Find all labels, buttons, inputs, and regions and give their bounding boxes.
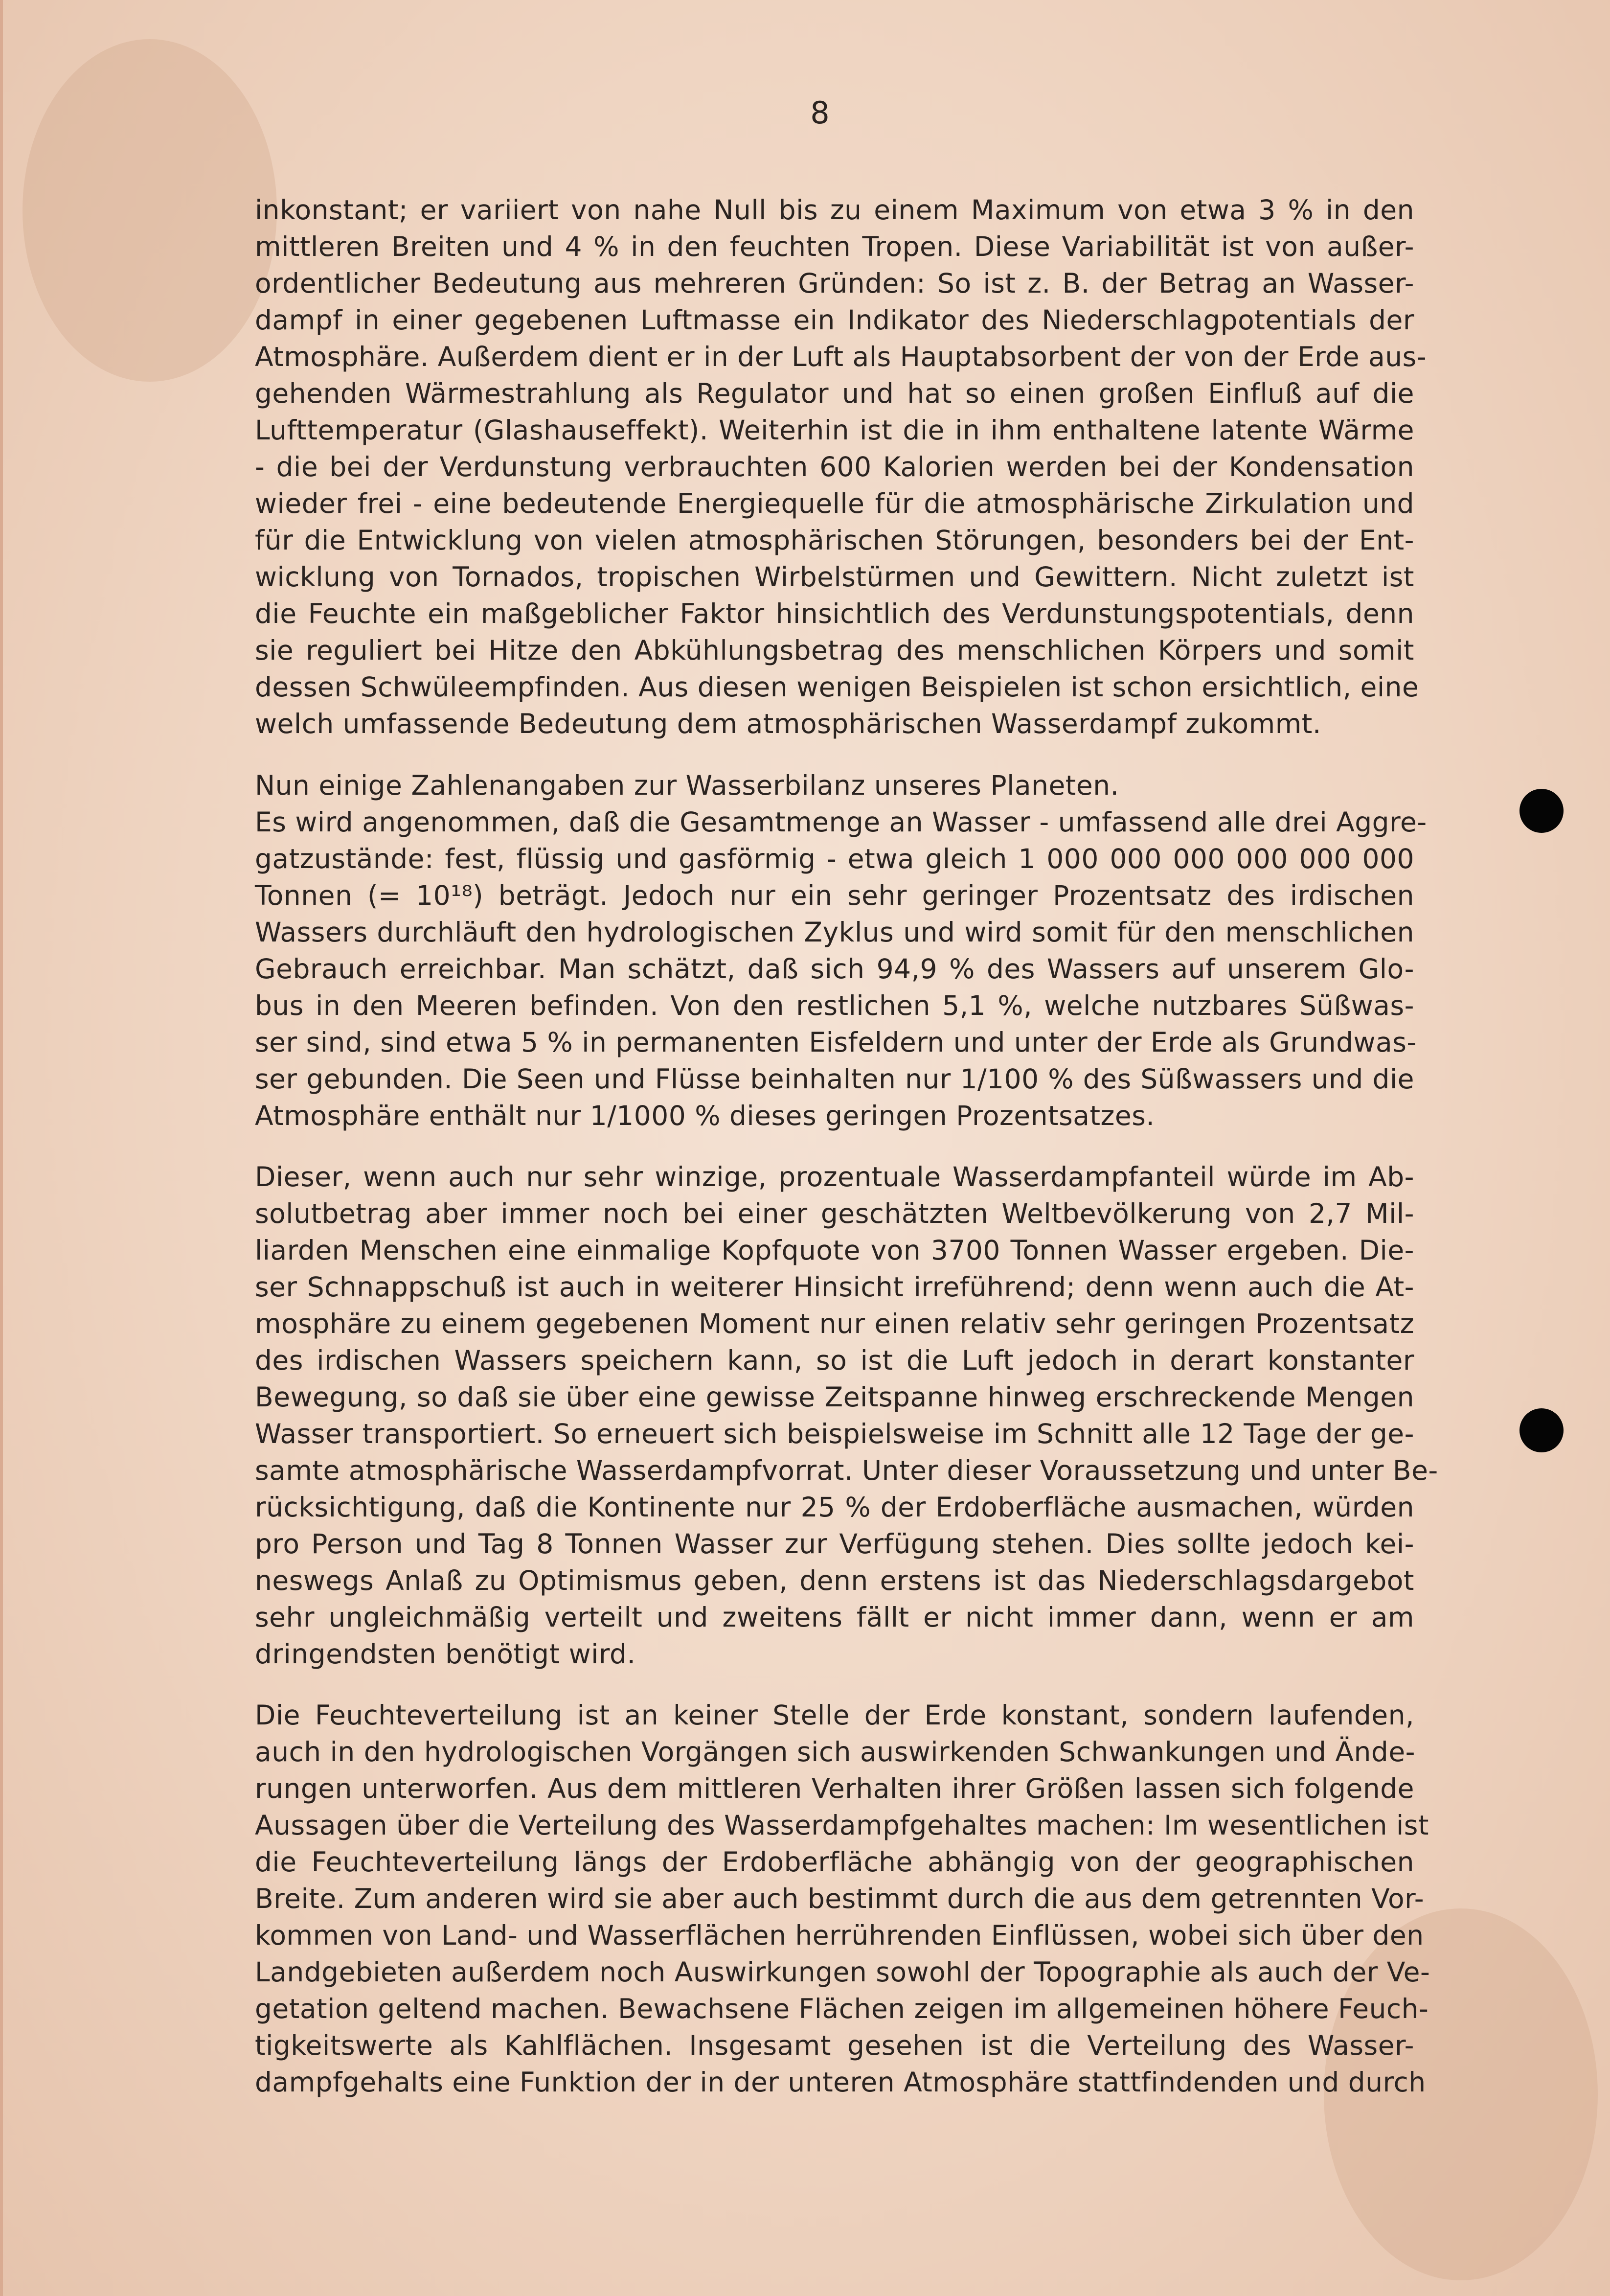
text-line: kommen von Land- und Wasserflächen herrührenden Einflüssen, wobei sich über den [255,1920,1424,1951]
text-line: ser gebunden. Die Seen und Flüsse beinhalten nur 1/100 % des Süßwassers und die [255,1063,1414,1095]
text-line: solutbetrag aber immer noch bei einer geschätzten Weltbevölkerung von 2,7 Mil- [255,1198,1414,1229]
text-line: Die Feuchteverteilung ist an keiner Stelle der Erde konstant, sondern laufenden, [255,1699,1414,1731]
text-line: Atmosphäre. Außerdem dient er in der Luft als Hauptabsorbent der von der Erde aus- [255,341,1427,372]
text-line: ser sind, sind etwa 5 % in permanenten Eisfeldern und unter der Erde als Grundwas- [255,1027,1417,1058]
text-line: Dieser, wenn auch nur sehr winzige, prozentuale Wasserdampfanteil würde im Ab- [255,1161,1414,1193]
text-line: wicklung von Tornados, tropischen Wirbelstürmen und Gewittern. Nicht zuletzt ist [255,561,1414,593]
text-line: ordentlicher Bedeutung aus mehreren Gründen: So ist z. B. der Betrag an Wasser- [255,268,1414,299]
text-line: für die Entwicklung von vielen atmosphärischen Störungen, besonders bei der Ent- [255,525,1414,556]
text-line: inkonstant; er variiert von nahe Null bis zu einem Maximum von etwa 3 % in den [255,194,1414,226]
text-line: neswegs Anlaß zu Optimismus geben, denn erstens ist das Niederschlagsdargebot [255,1565,1414,1596]
page-number: 8 [810,95,830,131]
paper-stain [23,39,277,382]
text-line: sehr ungleichmäßig verteilt und zweitens fällt er nicht immer dann, wenn er am [255,1602,1414,1633]
text-line: Landgebieten außerdem noch Auswirkungen sowohl der Topographie als auch der Ve- [255,1956,1430,1988]
text-line: rungen unterworfen. Aus dem mittleren Verhalten ihrer Größen lassen sich folgende [255,1773,1414,1804]
text-line: Bewegung, so daß sie über eine gewisse Zeitspanne hinweg erschreckende Mengen [255,1381,1414,1413]
text-line: mosphäre zu einem gegebenen Moment nur einen relativ sehr geringen Prozentsatz [255,1308,1414,1339]
text-line: Tonnen (= 10¹⁸) beträgt. Jedoch nur ein sehr geringer Prozentsatz des irdischen [255,880,1414,911]
paragraph-4 [255,1697,1430,2101]
text-line: Atmosphäre enthält nur 1/1000 % dieses geringen Prozentsatzes. [255,1100,1155,1131]
text-line: ser Schnappschuß ist auch in weiterer Hinsicht irreführend; denn wenn auch die At- [255,1271,1414,1303]
text-line: die Feuchteverteilung längs der Erdoberfläche abhängig von der geographischen [255,1846,1414,1878]
paragraph-3 [255,1159,1438,1673]
punch-hole [1519,789,1564,833]
text-line: Es wird angenommen, daß die Gesamtmenge an Wasser - umfassend alle drei Aggre- [255,806,1427,838]
text-line: mittleren Breiten und 4 % in den feuchten Tropen. Diese Variabilität ist von außer- [255,231,1414,262]
text-line: des irdischen Wassers speichern kann, so ist die Luft jedoch in derart konstanter [255,1345,1414,1376]
text-line: dampf in einer gegebenen Luftmasse ein Indikator des Niederschlagpotentials der [255,304,1414,336]
text-line: samte atmosphärische Wasserdampfvorrat. Unter dieser Voraussetzung und unter Be- [255,1455,1438,1486]
text-line: welch umfassende Bedeutung dem atmosphärischen Wasserdampf zukommt. [255,708,1321,739]
text-line: dampfgehalts eine Funktion der in der unteren Atmosphäre stattfindenden und durch [255,2066,1426,2098]
text-line: Aussagen über die Verteilung des Wasserdampfgehaltes machen: Im wesentlichen ist [255,1810,1429,1841]
paragraph-1 [255,192,1427,742]
text-line: Nun einige Zahlenangaben zur Wasserbilanz unseres Planeten. [255,770,1119,801]
text-line: Lufttemperatur (Glashauseffekt). Weiterhin ist die in ihm enthaltene latente Wärme [255,414,1414,446]
text-line: gatzustände: fest, flüssig und gasförmig - etwa gleich 1 000 000 000 000 000 000 [255,843,1414,874]
text-line: - die bei der Verdunstung verbrauchten 600 Kalorien werden bei der Kondensation [255,451,1414,482]
text-line: dringendsten benötigt wird. [255,1638,636,1670]
text-line: sie reguliert bei Hitze den Abkühlungsbetrag des menschlichen Körpers und somit [255,635,1414,666]
text-line: liarden Menschen eine einmalige Kopfquote von 3700 Tonnen Wasser ergeben. Die- [255,1235,1414,1266]
text-line: gehenden Wärmestrahlung als Regulator und hat so einen großen Einfluß auf die [255,378,1414,409]
punch-hole [1519,1408,1564,1452]
paragraph-2 [255,767,1427,1134]
text-line: dessen Schwüleempfinden. Aus diesen wenigen Beispielen ist schon ersichtlich, eine [255,671,1419,703]
text-line: wieder frei - eine bedeutende Energiequelle für die atmosphärische Zirkulation und [255,488,1414,519]
text-line: Breite. Zum anderen wird sie aber auch bestimmt durch die aus dem getrennten Vor- [255,1883,1425,1914]
text-line: Gebrauch erreichbar. Man schätzt, daß sich 94,9 % des Wassers auf unserem Glo- [255,953,1414,985]
text-line: Wasser transportiert. So erneuert sich beispielsweise im Schnitt alle 12 Tage der ge- [255,1418,1414,1449]
text-line: pro Person und Tag 8 Tonnen Wasser zur Verfügung stehen. Dies sollte jedoch kei- [255,1528,1414,1560]
text-line: getation geltend machen. Bewachsene Flächen zeigen im allgemeinen höhere Feuch- [255,1993,1429,2024]
text-line: Wassers durchläuft den hydrologischen Zyklus und wird somit für den menschlichen [255,917,1414,948]
text-line: rücksichtigung, daß die Kontinente nur 25 % der Erdoberfläche ausmachen, würden [255,1492,1414,1523]
text-line: die Feuchte ein maßgeblicher Faktor hinsichtlich des Verdunstungspotentials, denn [255,598,1414,629]
text-line: tigkeitswerte als Kahlflächen. Insgesamt gesehen ist die Verteilung des Wasser- [255,2030,1414,2061]
text-line: bus in den Meeren befinden. Von den restlichen 5,1 %, welche nutzbares Süßwas- [255,990,1414,1021]
text-line: auch in den hydrologischen Vorgängen sich auswirkenden Schwankungen und Ände- [255,1736,1415,1768]
